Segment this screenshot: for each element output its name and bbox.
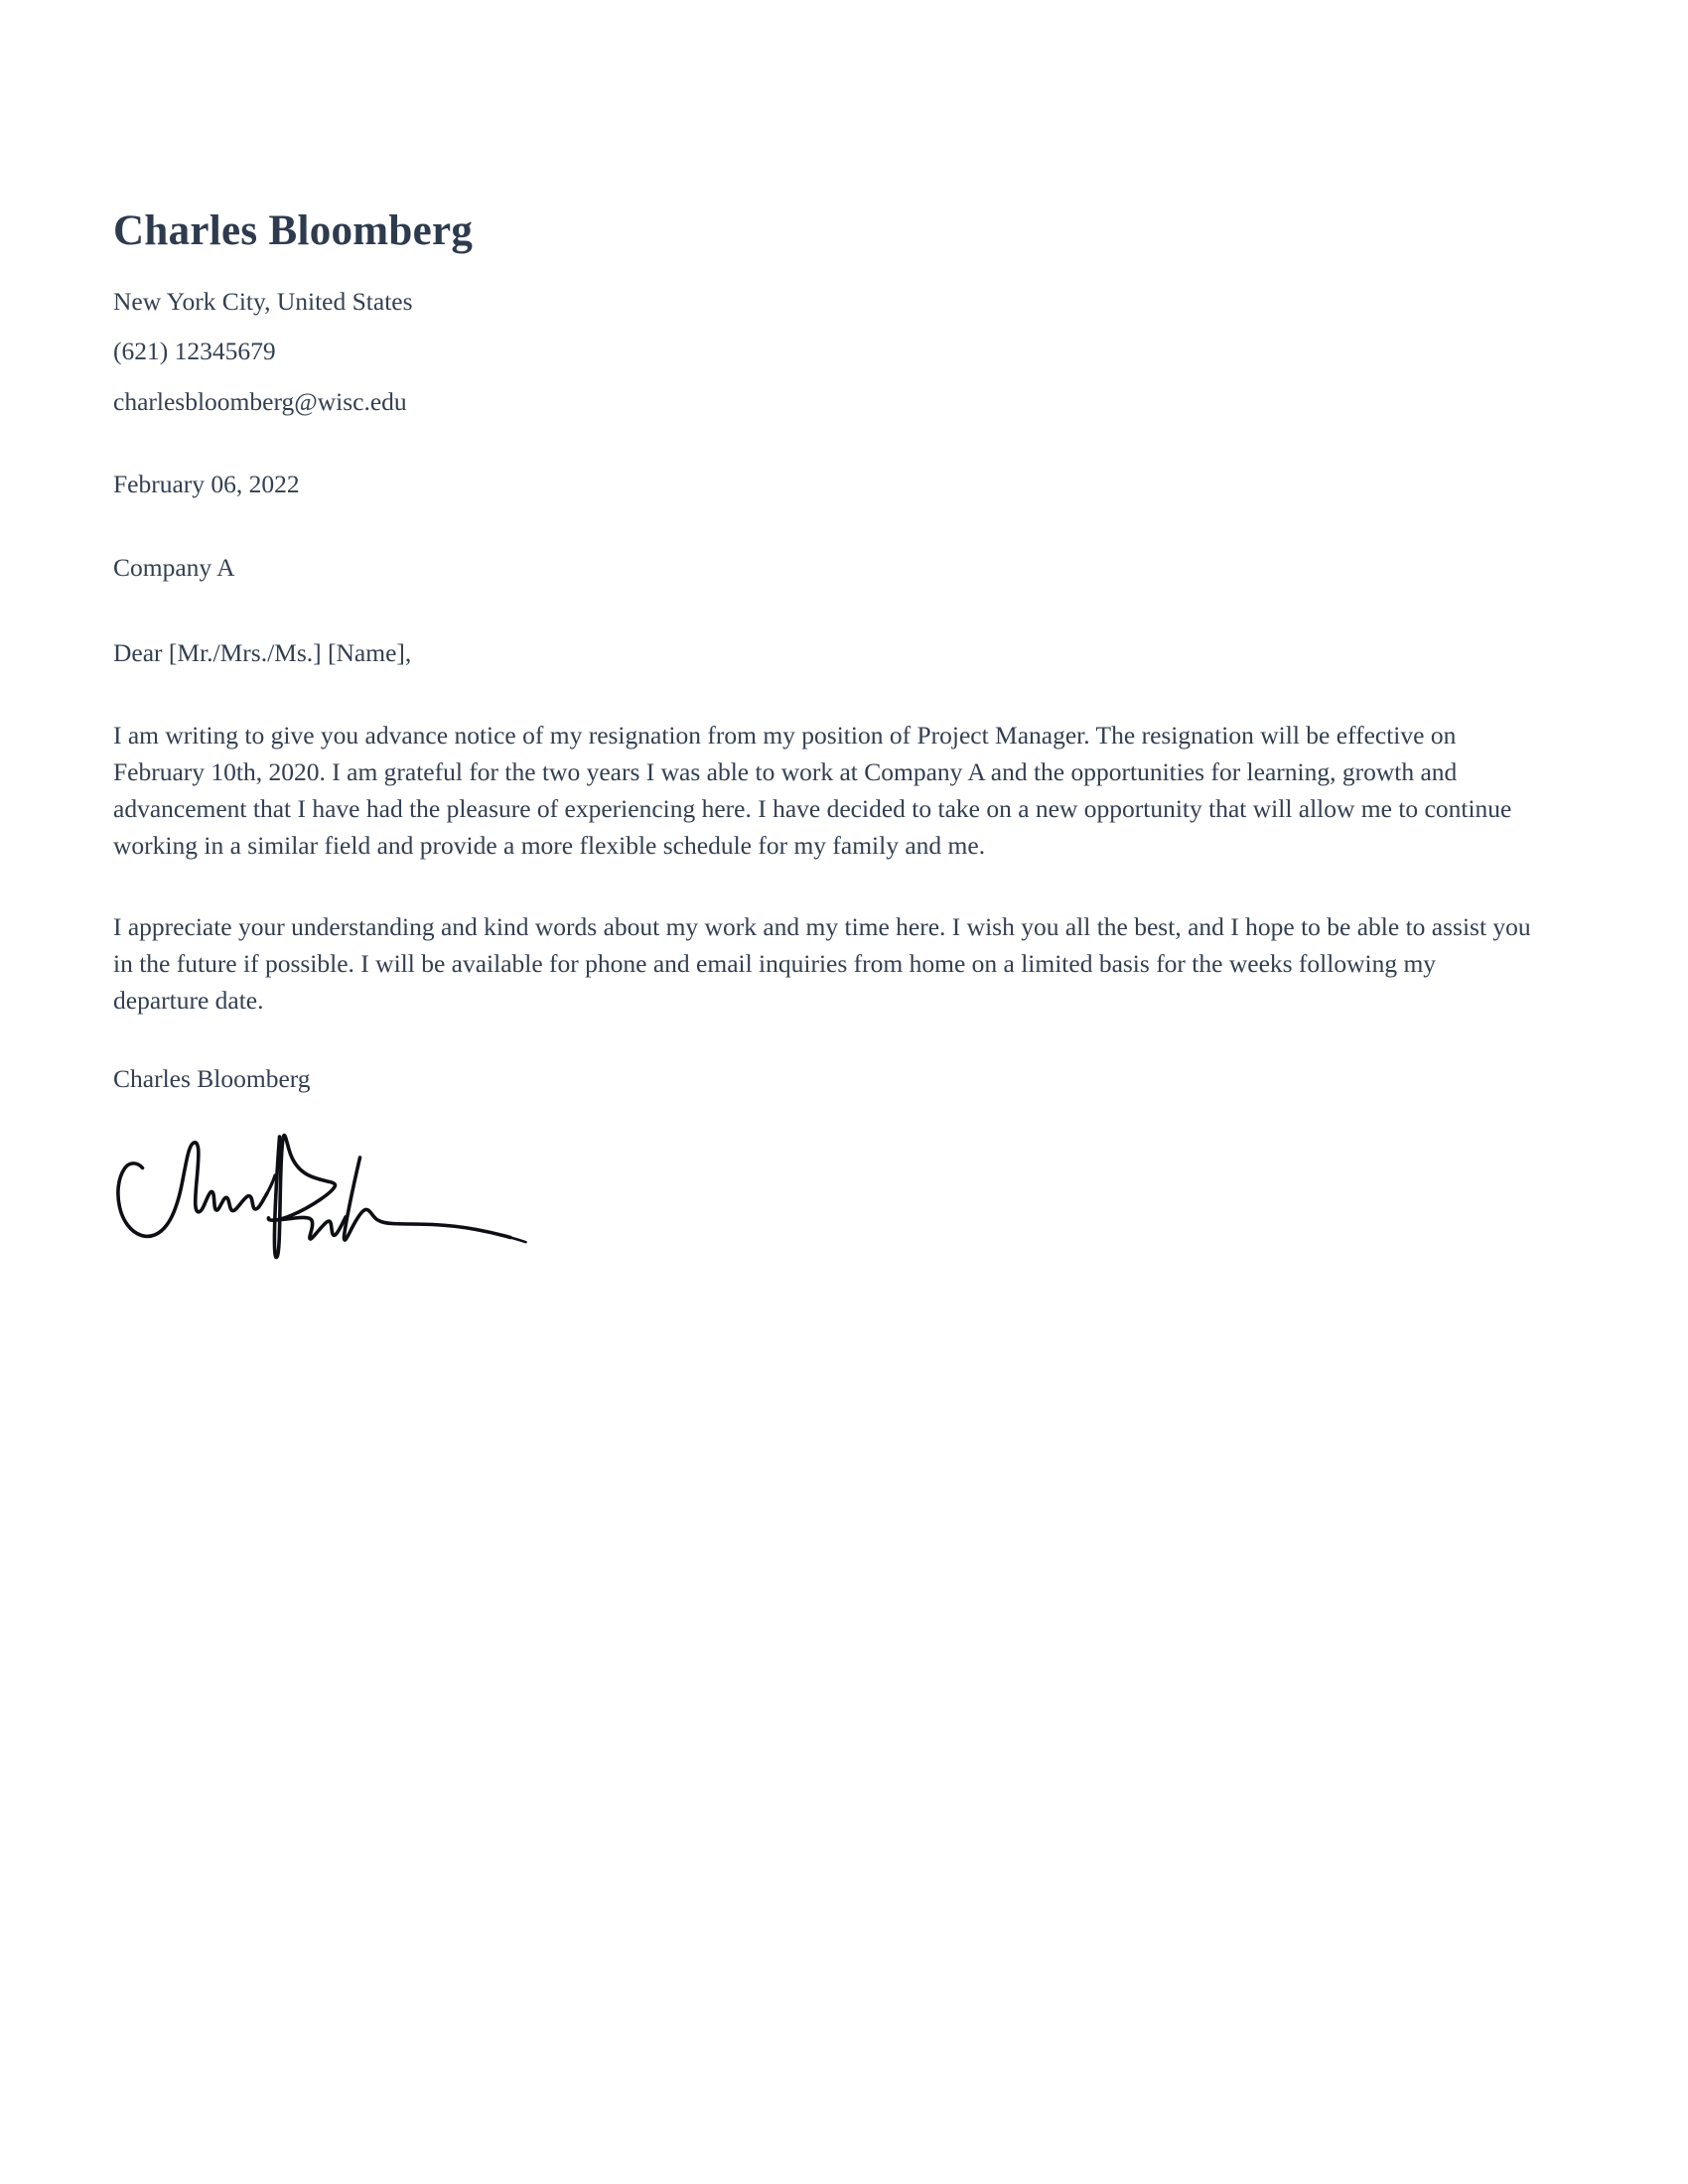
contact-email: charlesbloomberg@wisc.edu — [113, 387, 407, 417]
spacer-before-company — [113, 503, 1573, 549]
spacer-before-paragraph-2 — [113, 865, 1573, 908]
body-paragraph-2: I appreciate your understanding and kind words about my work and my time here. I wish you all the best, and I hope to be able to assist you in the future if possible. I will be available for phone and email inquiries from home on a limited basis for the weeks following my departure date. — [113, 911, 1531, 1016]
spacer-before-closing — [113, 1019, 1573, 1060]
spacer-before-salutation — [113, 587, 1573, 634]
letter-content — [113, 206, 1573, 1259]
recipient-company: Company A — [113, 553, 235, 583]
letter-date: February 06, 2022 — [113, 469, 300, 498]
spacer-before-date — [113, 422, 1573, 466]
closing-name: Charles Bloomberg — [113, 1064, 311, 1094]
contact-phone: (621) 12345679 — [113, 337, 276, 366]
signature-image — [113, 1125, 540, 1259]
signature-icon — [113, 1125, 540, 1259]
spacer-before-paragraph-1 — [113, 673, 1573, 717]
page-title: Charles Bloomberg — [113, 207, 474, 254]
contact-block — [113, 283, 1573, 422]
contact-location: New York City, United States — [113, 286, 413, 316]
body-paragraph-1: I am writing to give you advance notice of my resignation from my position of Project Manager. The resignation will be effective on February 10th, 2020. I am grateful for the two years I was able to work at Company A and the opportunities for learning, growth and advancement that I have had the pleasure of experiencing here. I have decided to take on a new opportunity that will allow me to continue working in a similar field and provide a more flexible schedule for my family and me. — [113, 720, 1512, 861]
salutation: Dear [Mr./Mrs./Ms.] [Name], — [113, 638, 412, 668]
